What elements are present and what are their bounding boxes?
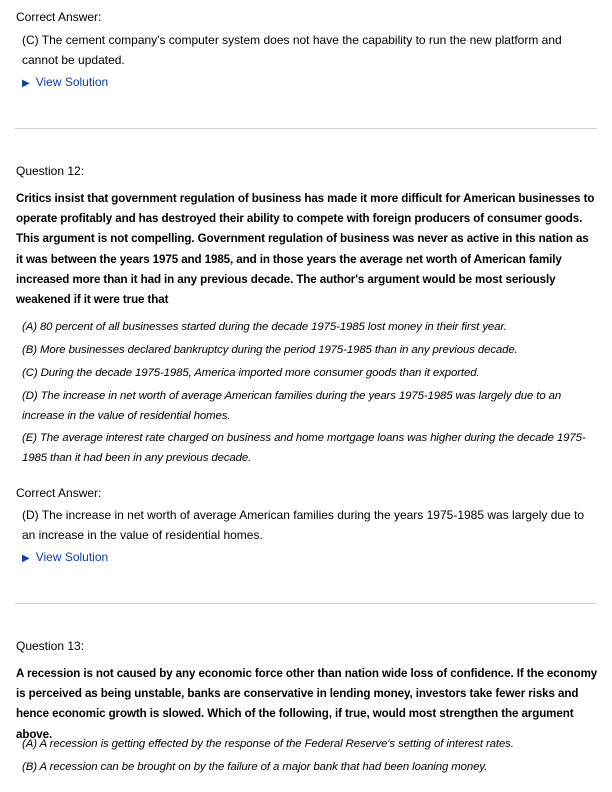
expand-triangle-icon: ▶ [22, 78, 30, 89]
view-solution-link[interactable] [22, 549, 108, 567]
option-b: (B) More businesses declared bankruptcy during the period 1975-1985 than in any previous decade. [22, 344, 518, 356]
section-divider [15, 603, 597, 604]
correct-answer-text: (C) The cement company's computer system does not have the capability to run the new platform and cannot be updated. [22, 33, 562, 67]
view-solution-label: View Solution [35, 75, 109, 89]
option-d: (D) The increase in net worth of average American families during the years 1975-1985 was largely due to an increase in the value of residential homes. [22, 390, 562, 422]
view-solution-label: View Solution [35, 550, 109, 564]
expand-triangle-icon: ▶ [22, 553, 30, 564]
correct-answer-label: Correct Answer: [16, 486, 102, 500]
question-prompt: A recession is not caused by any economic force other than nation wide loss of confidence. If the economy is perceived as being unstable, banks are conservative in lending money, investors take fewer risks and hence economic growth is slowed. Which of the following, if true, would most strengthen the argument above. [16, 667, 598, 741]
correct-answer-text: (D) The increase in net worth of average American families during the years 1975-1985 was largely due to an increase in the value of residential homes. [22, 508, 585, 542]
option-a: (A) 80 percent of all businesses started during the decade 1975-1985 lost money in their first year. [22, 321, 507, 333]
section-divider [15, 128, 597, 129]
option-a: (A) A recession is getting effected by the response of the Federal Reserve's setting of interest rates. [22, 738, 514, 750]
option-c: (C) During the decade 1975-1985, America imported more consumer goods than it exported. [22, 367, 480, 379]
question-title: Question 13: [16, 639, 85, 653]
question-prompt: Critics insist that government regulation of business has made it more difficult for American businesses to operate profitably and has destroyed their ability to compete with foreign producers of consumer goods. This argument is not compelling. Government regulation of business was never as active in this nation as it was between the years 1975 and 1985, and in those years the average net worth of American family increased more than it had in any previous decade. The author's argument would be most seriously weakened if it were true that [16, 192, 595, 307]
option-b: (B) A recession can be brought on by the failure of a major bank that had been loaning money. [22, 761, 488, 773]
correct-answer-label: Correct Answer: [16, 10, 102, 24]
view-solution-link[interactable] [22, 74, 108, 92]
question-title: Question 12: [16, 164, 85, 178]
option-e: (E) The average interest rate charged on business and home mortgage loans was higher during the decade 1975-1985 than it had been in any previous decade. [22, 432, 586, 464]
